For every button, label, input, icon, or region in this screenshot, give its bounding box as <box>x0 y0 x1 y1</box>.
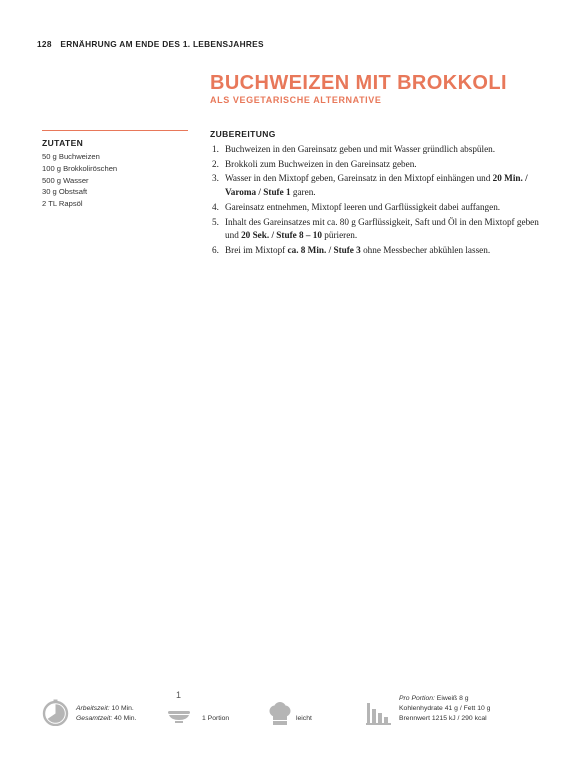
step-number: 2. <box>212 158 219 169</box>
timer-icon <box>42 699 69 726</box>
preparation-step <box>210 244 540 258</box>
nutrition-carbs-fat: Kohlenhydrate 41 g / Fett 10 g <box>399 705 491 712</box>
preparation-step <box>210 172 540 199</box>
work-time-label: Arbeitszeit: <box>76 705 110 712</box>
difficulty-label: leicht <box>296 715 312 722</box>
step-text: garen. <box>290 187 316 198</box>
nutrition-energy: Brennwert 1215 kJ / 290 kcal <box>399 715 487 722</box>
nutrition-info <box>366 690 556 730</box>
step-number: 4. <box>212 201 219 212</box>
step-text: pürieren. <box>322 230 358 241</box>
preparation-section <box>210 129 540 259</box>
preparation-heading: ZUBEREITUNG <box>210 129 276 139</box>
step-setting: ca. 8 Min. / Stufe 3 <box>287 244 361 255</box>
running-header <box>37 39 264 49</box>
step-setting: 20 Sek. / Stufe 8 – 10 <box>241 230 322 241</box>
step-text: Buchweizen in den Gareinsatz geben und mit Wasser gründlich abspülen. <box>225 144 496 154</box>
step-text: Brei im Mixtopf <box>225 244 288 255</box>
step-text: Wasser in den Mixtopf geben, Gareinsatz in den Mixtopf einhängen und <box>225 173 493 184</box>
difficulty-info <box>268 690 338 730</box>
preparation-step <box>210 158 540 172</box>
step-number: 3. <box>212 173 219 184</box>
ingredient-item: 30 g Obstsaft <box>42 187 88 197</box>
preparation-steps <box>210 143 540 258</box>
ingredient-item: 50 g Buchweizen <box>42 152 100 161</box>
nutrition-protein: Eiweiß 8 g <box>436 695 469 702</box>
time-info <box>40 690 160 730</box>
recipe-subtitle: ALS VEGETARISCHE ALTERNATIVE <box>210 95 382 105</box>
ingredient-item: 100 g Brokkoliröschen <box>42 163 118 173</box>
preparation-step <box>210 216 540 243</box>
ingredients-divider <box>42 130 188 131</box>
ingredients-heading: ZUTATEN <box>42 138 84 148</box>
recipe-title: BUCHWEIZEN MIT BROKKOLI <box>210 72 507 94</box>
preparation-step <box>210 201 540 215</box>
step-number: 6. <box>212 244 219 255</box>
ingredients-list <box>42 151 188 210</box>
ingredient-item: 2 TL Rapsöl <box>42 199 83 209</box>
ingredients-section <box>42 130 188 210</box>
nutrition-intro: Pro Portion: <box>399 695 435 702</box>
page-number: 128 <box>37 39 52 49</box>
portion-count: 1 <box>176 690 182 700</box>
step-text: Inhalt des Gareinsatzes mit ca. 80 g Garflüssigkeit, Saft und Öl in den Mixtopf geben und <box>225 216 539 241</box>
portion-info <box>166 690 246 730</box>
step-text: Brokkoli zum Buchweizen in den Gareinsatz geben. <box>225 158 417 169</box>
step-number: 5. <box>212 216 219 227</box>
ingredient-item: 500 g Wasser <box>42 175 89 185</box>
chef-hat-icon <box>268 702 292 728</box>
work-time-value: 10 Min. <box>111 705 134 712</box>
step-text: ohne Messbecher abkühlen lassen. <box>360 244 491 255</box>
step-number: 1. <box>212 144 219 154</box>
bar-chart-icon <box>366 700 392 726</box>
recipe-info-footer <box>0 690 576 740</box>
preparation-step <box>210 143 540 157</box>
running-title: ERNÄHRUNG AM ENDE DES 1. LEBENSJAHRES <box>60 39 264 49</box>
step-text: Gareinsatz entnehmen, Mixtopf leeren und Garflüssigkeit dabei auffangen. <box>225 201 501 212</box>
total-time-label: Gesamtzeit: <box>76 715 113 722</box>
total-time-value: 40 Min. <box>114 715 137 722</box>
step-setting: 20 Min. / Varoma / Stufe 1 <box>225 173 528 198</box>
portion-label: 1 Portion <box>202 715 230 722</box>
